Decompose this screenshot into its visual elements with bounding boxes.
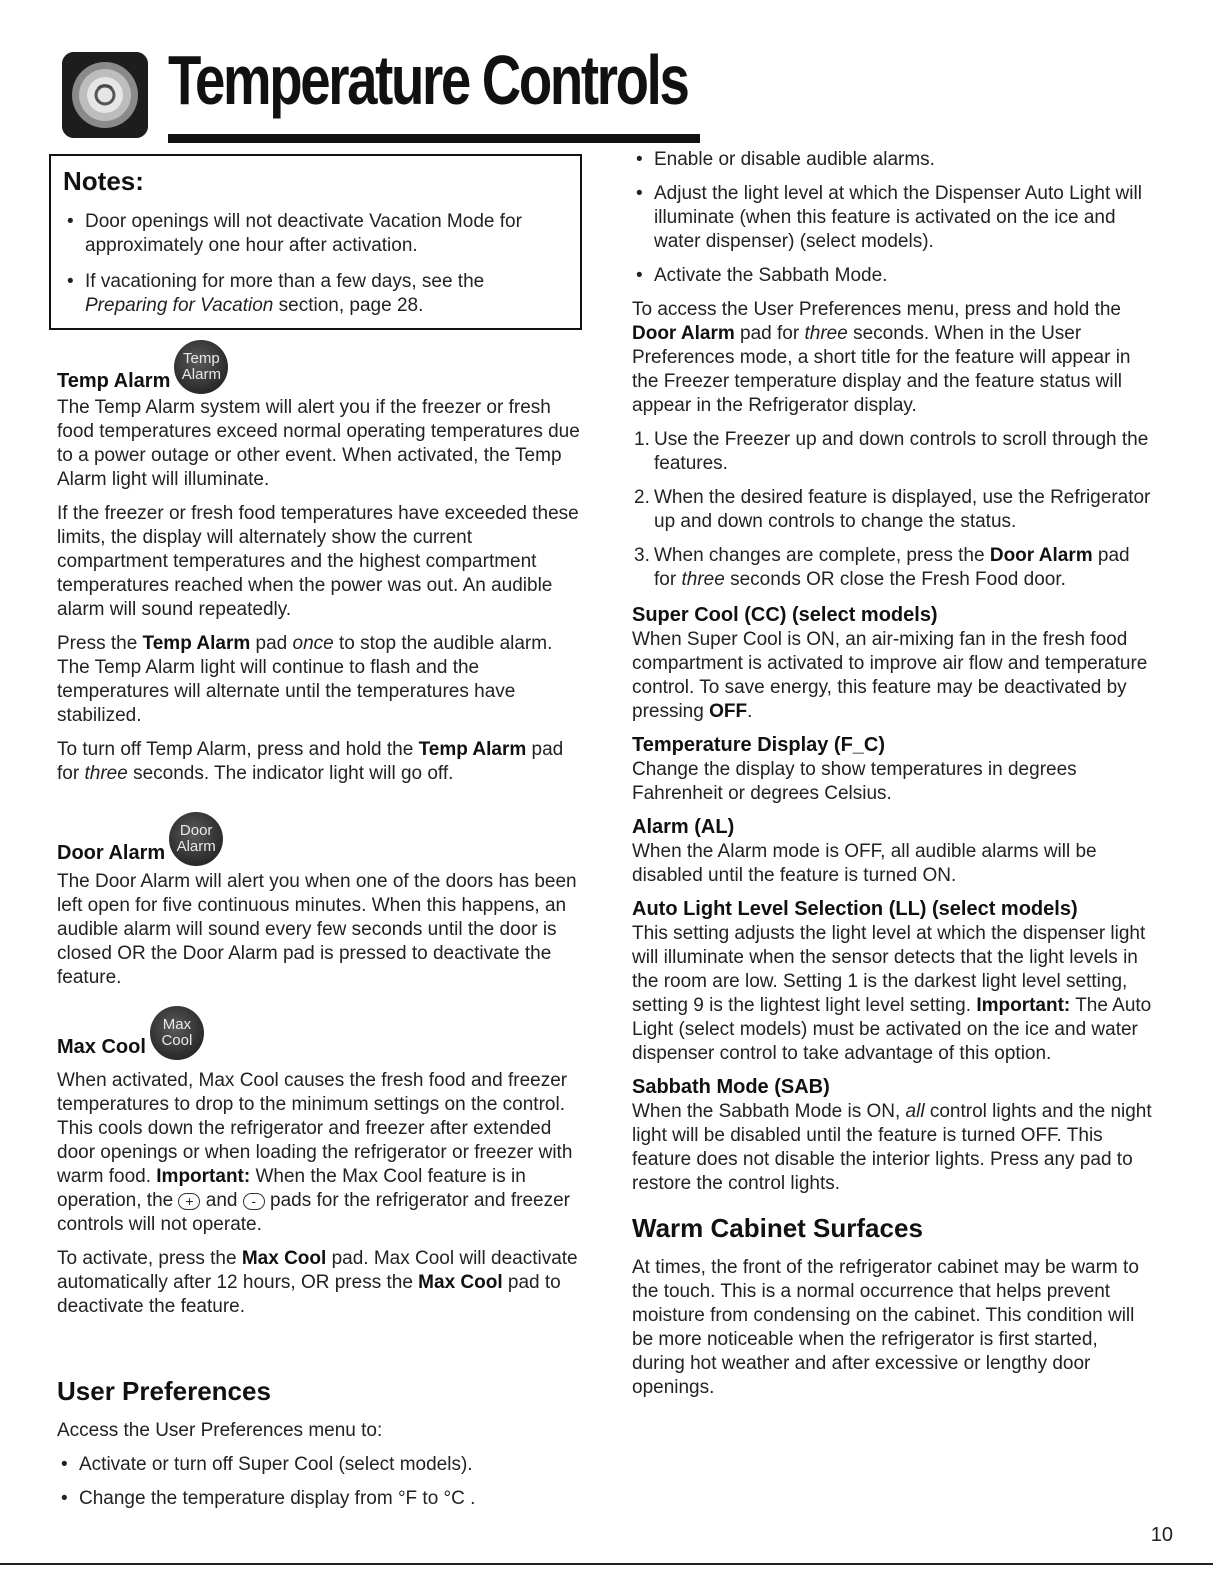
max-cool-section — [57, 1069, 587, 1319]
italic-text: three — [681, 569, 725, 590]
text: and — [205, 1190, 238, 1211]
text: To activate, press the — [57, 1248, 237, 1269]
step-item: 3. When changes are complete, press the Door Alarm pad for three seconds OR close the Fresh Food door. — [634, 545, 1130, 590]
temp-alarm-pad-icon — [174, 340, 228, 394]
text: pads for the refrigerator and freezer controls will not operate. — [57, 1190, 570, 1235]
step-item: 1. Use the Freezer up and down controls to scroll through the features. — [634, 429, 1149, 474]
max-cool-heading-row — [57, 1006, 204, 1060]
dial-icon — [62, 52, 148, 138]
text: pad for — [740, 323, 800, 344]
bullet-text: Activate the Sabbath Mode. — [654, 265, 888, 286]
notes-item-text: section, page 28. — [278, 295, 424, 316]
user-prefs-bullet: • Enable or disable audible alarms. — [636, 149, 935, 170]
notes-item: • Door openings will not deactivate Vacation Mode for approximately one hour after activation. — [67, 211, 522, 256]
super-cool-heading: Super Cool (CC) (select models) — [632, 604, 938, 626]
user-prefs-bullet: • Change the temperature display from °F to °C . — [61, 1488, 476, 1509]
super-cool-text: When Super Cool is ON, an air-mixing fan in the fresh food compartment is activated to improve air flow and temperature control. To save energy, this feature may be deactivated by pressing OFF. — [632, 629, 1148, 722]
bold-text: Important: — [976, 995, 1071, 1016]
max-cool-heading: Max Cool — [57, 1036, 146, 1058]
text: When changes are complete, press the — [654, 545, 985, 566]
italic-text: once — [292, 633, 334, 654]
notes-box — [49, 154, 582, 330]
notes-item-text: Door openings will not deactivate Vacation Mode for approximately one hour after activation. — [85, 211, 522, 256]
bullet-text: Enable or disable audible alarms. — [654, 149, 935, 170]
user-prefs-heading: User Preferences — [57, 1376, 271, 1406]
notes-item: • If vacationing for more than a few days, see the Preparing for Vacation section, page 28. — [67, 271, 485, 316]
right-column — [632, 148, 1152, 1400]
pad-icon-label: Alarm — [176, 838, 216, 855]
minus-pad-icon: - — [243, 1193, 265, 1210]
temp-alarm-p2: If the freezer or fresh food temperatures have exceeded these limits, the display will alternately show the current compartment temperatures and the highest compartment temperatures reached when the power was out. An audible alarm will sound repeatedly. — [57, 503, 579, 620]
sabbath-text — [632, 1100, 1152, 1196]
bold-text: Max Cool — [241, 1248, 327, 1269]
text: pad — [255, 633, 288, 654]
pad-icon-label: Temp — [183, 350, 220, 367]
bold-text: Important: — [156, 1166, 251, 1187]
user-prefs-intro: Access the User Preferences menu to: — [57, 1420, 383, 1441]
door-alarm-section — [57, 870, 587, 990]
text: Press the — [57, 633, 138, 654]
door-alarm-heading-row — [57, 812, 223, 866]
alarm-text: When the Alarm mode is OFF, all audible alarms will be disabled until the feature is turned ON. — [632, 841, 1097, 886]
text: pad for — [57, 739, 564, 784]
door-alarm-p1: The Door Alarm will alert you when one of the doors has been left open for five continuous minutes. When this happens, an audible alarm will sound every few seconds until the door is closed OR the Door Alarm pad is pressed to deactivate the feature. — [57, 871, 577, 988]
text: pad for — [654, 545, 1130, 590]
notes-item-text: If vacationing for more than a few days, see the — [85, 271, 485, 292]
text: to stop the audible alarm. The Temp Alarm light will continue to flash and the temperatures will alternate until the temperatures have stabilized. — [57, 633, 553, 726]
sabbath-heading: Sabbath Mode (SAB) — [632, 1076, 830, 1098]
temp-display-heading: Temperature Display (F_C) — [632, 734, 886, 756]
alarm-heading: Alarm (AL) — [632, 816, 735, 838]
italic-text: all — [905, 1101, 925, 1122]
bottom-rule — [0, 1563, 1213, 1565]
temp-alarm-p3 — [57, 632, 587, 728]
bullet-text: Adjust the light level at which the Dispenser Auto Light will illuminate (when this feature is activated on the ice and water dispenser) (select models). — [654, 183, 1142, 252]
user-prefs-bullet: • Activate the Sabbath Mode. — [636, 265, 888, 286]
pad-icon-label: Max — [162, 1016, 192, 1033]
step-text: Use the Freezer up and down controls to scroll through the features. — [654, 429, 1149, 474]
door-alarm-pad-icon — [169, 812, 223, 866]
warm-cabinet-text: At times, the front of the refrigerator cabinet may be warm to the touch. This is a normal occurrence that helps prevent moisture from condensing on the cabinet. This condition will be more noticeable when the refrigerator is first started, during hot weather and after excessive or lengthy door openings. — [632, 1257, 1139, 1398]
bold-text: Max Cool — [418, 1272, 503, 1293]
plus-pad-icon: + — [178, 1193, 200, 1210]
bold-text: Temp Alarm — [418, 739, 527, 760]
pad-icon-label: Alarm — [181, 366, 221, 383]
door-alarm-heading: Door Alarm — [57, 842, 166, 864]
bullet-text: Change the temperature display from °F to °C . — [79, 1488, 476, 1509]
temp-alarm-p1: The Temp Alarm system will alert you if the freezer or fresh food temperatures exceed normal operating temperatures due to a power outage or other event. When activated, the Temp Alarm light will illuminate. — [57, 397, 580, 490]
user-prefs-bullet: • Activate or turn off Super Cool (select models). — [61, 1454, 473, 1475]
warm-cabinet-heading: Warm Cabinet Surfaces — [632, 1213, 923, 1243]
page-title: Temperature Controls — [168, 41, 688, 119]
step-text: When the desired feature is displayed, use the Refrigerator up and down controls to change the status. — [654, 487, 1151, 532]
italic-text: three — [804, 323, 848, 344]
auto-light-heading: Auto Light Level Selection (LL) (select models) — [632, 898, 1078, 920]
text: When Super Cool is ON, an air-mixing fan in the fresh food compartment is activated to improve air flow and temperature control. To save energy, this feature may be deactivated by pressing — [632, 629, 1148, 722]
temp-alarm-heading-row — [57, 340, 228, 394]
user-prefs-section — [57, 1375, 587, 1511]
text: seconds. The indicator light will go off. — [133, 763, 454, 784]
bold-text: Door Alarm — [632, 323, 735, 344]
text: When activated, Max Cool causes the fresh food and freezer temperatures to drop to the minimum settings on the control. This cools down the refrigerator and freezer after extended door openings or when loading the refrigerator or freezer with warm food. — [57, 1070, 573, 1187]
step-item: 2. When the desired feature is displayed, use the Refrigerator up and down controls to change the status. — [634, 487, 1151, 532]
temp-display-text: Change the display to show temperatures in degrees Fahrenheit or degrees Celsius. — [632, 759, 1077, 804]
temp-alarm-heading: Temp Alarm — [57, 370, 171, 392]
title-underline — [168, 134, 700, 143]
text: pad to deactivate the feature. — [57, 1272, 561, 1317]
temp-alarm-section — [57, 396, 587, 786]
text: seconds OR close the Fresh Food door. — [730, 569, 1066, 590]
text: The Auto Light (select models) must be activated on the ice and water dispenser control to take advantage of this option. — [632, 995, 1152, 1064]
page-number: 10 — [1150, 1524, 1173, 1546]
max-cool-p1 — [57, 1069, 587, 1237]
text: When the Max Cool feature is in operation, the — [57, 1166, 526, 1211]
pad-icon-label: Door — [179, 822, 213, 839]
text: This setting adjusts the light level at which the dispenser light will illuminate when the sensor detects that the light levels in the room are low. Setting 1 is the darkest light level setting, setting 9 is the lightest light level setting. — [632, 923, 1146, 1016]
notes-title: Notes: — [63, 166, 144, 196]
bold-text: Door Alarm — [989, 545, 1093, 566]
max-cool-pad-icon — [150, 1006, 204, 1060]
text: To turn off Temp Alarm, press and hold the — [57, 739, 414, 760]
auto-light-text — [632, 922, 1152, 1066]
bullet-text: Activate or turn off Super Cool (select models). — [79, 1454, 473, 1475]
user-prefs-access — [632, 298, 1152, 418]
user-prefs-bullet: • Adjust the light level at which the Dispenser Auto Light will illuminate (when this feature is activated on the ice and water dispenser) (select models). — [636, 183, 1142, 252]
italic-text: three — [84, 763, 128, 784]
temp-alarm-p4 — [57, 738, 587, 786]
text: pad. Max Cool will deactivate automatically after 12 hours, OR press the — [57, 1248, 578, 1293]
text: seconds. When in the User Preferences mode, a short title for the feature will appear in the Freezer temperature display and the feature status will appear in the Refrigerator display. — [632, 323, 1131, 416]
text: To access the User Preferences menu, press and hold the — [632, 299, 1121, 320]
notes-item-italic: Preparing for Vacation — [85, 295, 274, 316]
bold-text: Temp Alarm — [142, 633, 251, 654]
text: When the Sabbath Mode is ON, — [632, 1101, 901, 1122]
max-cool-p2 — [57, 1247, 587, 1319]
text: control lights and the night light will be disabled until the feature is turned OFF. This feature does not disable the interior lights. Press any pad to restore the control lights. — [632, 1101, 1152, 1194]
bold-text: OFF — [709, 701, 748, 722]
pad-icon-label: Cool — [161, 1032, 193, 1049]
